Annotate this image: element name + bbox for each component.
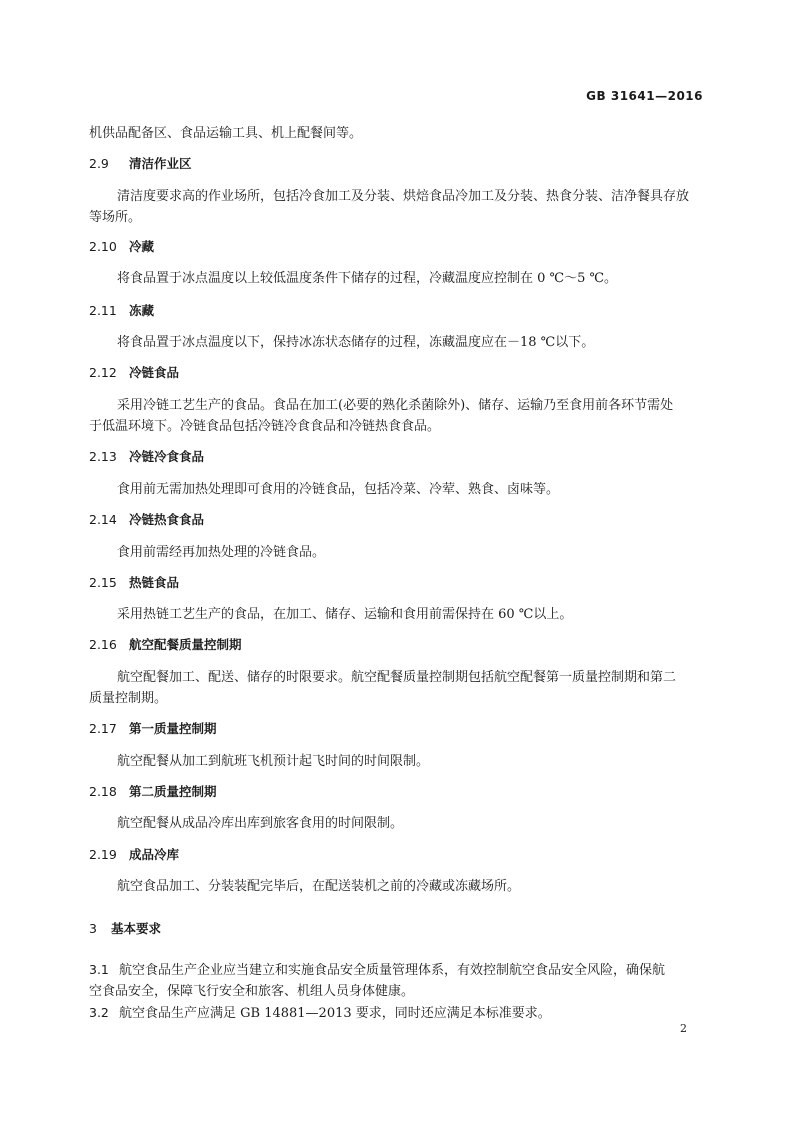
section-heading — [89, 919, 161, 937]
term-text-line: 航空配餐加工、配送、储存的时限要求。航空配餐质量控制期包括航空配餐第一质量控制期和第二 — [117, 670, 677, 685]
term-text-line: 采用热链工艺生产的食品，在加工、储存、运输和食用前需保持在 60 ℃以上。 — [117, 607, 573, 622]
term-title: 冷链冷食食品 — [129, 449, 205, 464]
term-text-line: 航空食品加工、分装装配完毕后，在配送装机之前的冷藏或冻藏场所。 — [117, 879, 521, 894]
clause-number: 3.2 — [89, 1005, 109, 1020]
clause-text: 航空食品生产企业应当建立和实施食品安全质量管理体系，有效控制航空食品安全风险，确保航 — [119, 963, 666, 978]
term-text-line: 等场所。 — [89, 210, 142, 225]
term-heading — [89, 719, 217, 737]
term-text-line: 清洁度要求高的作业场所，包括冷食加工及分装、烘焙食品冷加工及分装、热食分装、洁净餐具存放 — [117, 189, 690, 204]
clause-number: 3.1 — [89, 962, 109, 977]
term-title: 航空配餐质量控制期 — [129, 637, 242, 652]
term-text-line: 将食品置于冰点温度以下，保持冰冻状态储存的过程，冻藏温度应在－18 ℃以下。 — [117, 335, 595, 350]
term-heading — [89, 782, 217, 800]
term-title: 第一质量控制期 — [129, 721, 217, 736]
term-number: 2.11 — [89, 303, 117, 318]
term-text-line: 采用冷链工艺生产的食品。食品在加工(必要的熟化杀菌除外)、储存、运输乃至食用前各环节需处 — [117, 398, 674, 413]
term-number: 2.15 — [89, 575, 117, 590]
term-text-line: 航空配餐从加工到航班飞机预计起飞时间的时间限制。 — [117, 754, 430, 769]
term-heading — [89, 635, 242, 653]
term-heading — [89, 363, 179, 381]
term-title: 成品冷库 — [129, 847, 180, 862]
term-heading — [89, 510, 204, 528]
clause-line — [89, 1002, 551, 1021]
term-text-line: 食用前需经再加热处理的冷链食品。 — [117, 545, 326, 560]
clause-text: 航空食品生产应满足 GB 14881—2013 要求，同时还应满足本标准要求。 — [119, 1006, 551, 1021]
term-title: 第二质量控制期 — [129, 784, 217, 799]
term-number: 2.12 — [89, 365, 117, 380]
clause-line — [89, 959, 665, 978]
clause-text-line: 空食品安全，保障飞行安全和旅客、机组人员身体健康。 — [89, 984, 415, 999]
term-text-line: 于低温环境下。冷链食品包括冷链冷食食品和冷链热食食品。 — [89, 419, 441, 434]
term-heading — [89, 154, 192, 172]
term-text-line: 航空配餐从成品冷库出库到旅客食用的时间限制。 — [117, 816, 404, 831]
term-title: 冷链食品 — [129, 365, 180, 380]
section-number: 3 — [89, 921, 97, 936]
term-number: 2.18 — [89, 784, 117, 799]
term-heading — [89, 573, 179, 591]
section-title: 基本要求 — [111, 921, 162, 936]
term-number: 2.19 — [89, 847, 117, 862]
term-text-line: 将食品置于冰点温度以上较低温度条件下储存的过程，冷藏温度应控制在 0 ℃～5 ℃。 — [117, 271, 618, 286]
term-heading — [89, 301, 154, 319]
term-title: 冷链热食食品 — [129, 512, 205, 527]
term-heading — [89, 237, 154, 255]
term-heading — [89, 447, 204, 465]
term-title: 热链食品 — [129, 575, 180, 590]
term-title: 清洁作业区 — [129, 156, 192, 171]
term-title: 冷藏 — [129, 239, 155, 254]
term-number: 2.9 — [89, 156, 109, 171]
term-number: 2.13 — [89, 449, 117, 464]
term-number: 2.14 — [89, 512, 117, 527]
term-number: 2.16 — [89, 637, 117, 652]
term-title: 冻藏 — [129, 303, 155, 318]
term-text-line: 质量控制期。 — [89, 691, 168, 706]
intro-line: 机供品配备区、食品运输工具、机上配餐间等。 — [89, 126, 363, 141]
term-number: 2.10 — [89, 239, 117, 254]
term-text-line: 食用前无需加热处理即可食用的冷链食品，包括冷菜、冷荤、熟食、卤味等。 — [117, 482, 560, 497]
term-number: 2.17 — [89, 721, 117, 736]
standard-code-header: GB 31641—2016 — [586, 89, 703, 103]
page-number: 2 — [680, 1022, 687, 1035]
term-heading — [89, 845, 179, 863]
